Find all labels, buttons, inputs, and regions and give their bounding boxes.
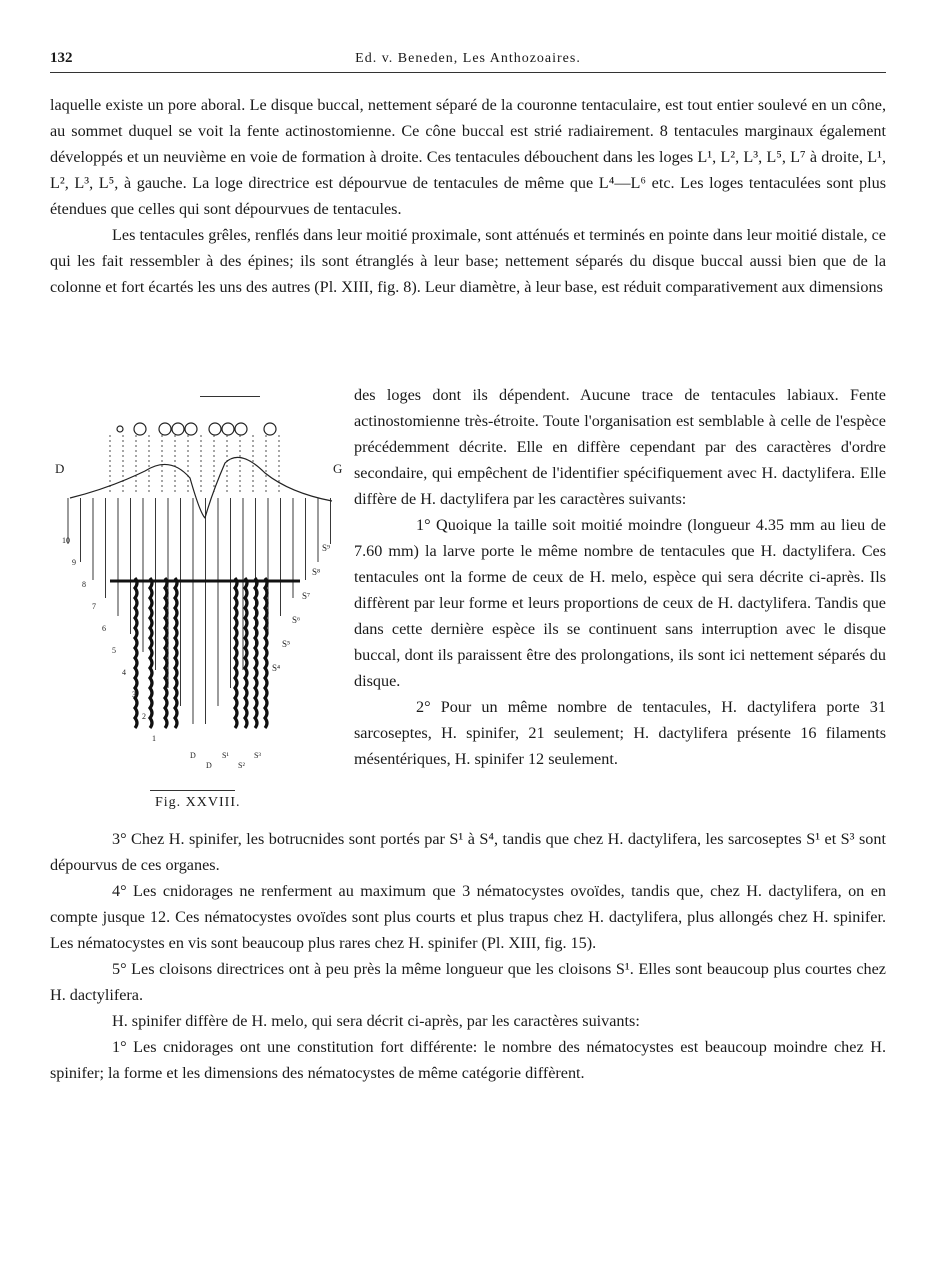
side-column (354, 382, 886, 772)
mesenteric-filament (150, 578, 152, 728)
tentacle-circle (264, 423, 276, 435)
body-bottom (50, 826, 886, 1086)
running-title: Ed. v. Beneden, Les Anthozoaires. (355, 51, 581, 66)
tentacle-circle (117, 426, 123, 432)
left-number: 2 (142, 712, 146, 721)
right-label: S⁹ (322, 543, 331, 553)
left-number: 8 (82, 580, 86, 589)
paragraph-7: 1° Les cnidorages ont une constitution fort différente: le nombre des nématocystes est beaucoup moindre chez H. spinifer; la forme et les dimensions des nématocystes de même catégorie diffèrent. (50, 1038, 886, 1082)
column-paragraph-2: 1° Quoique la taille soit moitié moindre (longueur 4.35 mm au lieu de 7.60 mm) la larve porte le même nombre de tentacules que H. dactylifera. Ces tentacules ont la forme de ceux de H. melo, espèce qui sera décrite ci-après. Ils diffèrent par leur forme et leurs proportions de ceux de H. dactylifera. Tandis que dans cette dernière espèce ils se continuent sans interruption avec le disque buccal, dont ils paraissent être des prolongations, ils sont ici nettement séparés du disque. (354, 516, 886, 690)
left-number: 3 (132, 690, 136, 699)
paragraph-3: 3° Chez H. spinifer, les botrucnides sont portés par S¹ à S⁴, tandis que chez H. dactylifera, les sarcoseptes S¹ et S³ sont dépourvus de ces organes. (50, 830, 886, 874)
label-right-g: G (333, 461, 343, 476)
mesenteric-filament (255, 578, 257, 728)
mesenteric-filament (175, 578, 177, 728)
tentacle-circle (159, 423, 171, 435)
label-left-d: D (55, 461, 65, 476)
figure-caption: Fig. XXVIII. (155, 795, 241, 810)
tentacle-circle (235, 423, 247, 435)
bottom-label: S¹ (222, 751, 229, 760)
paragraph-1: laquelle existe un pore aboral. Le disque buccal, nettement séparé de la couronne tentaculaire, est tout entier soulevé en un cône, au sommet duquel se voit la fente actinostomienne. Ce cône buccal est strié radiairement. 8 tentacules marginaux également développés et un neuvième en voie de formation à droite. Ces tentacules débouchent dans les loges L¹, L², L³, L⁵, L⁷ à droite, L¹, L², L³, L⁵, à gauche. La loge directrice est dépourvue de tentacules de même que L⁴—L⁶ etc. Les loges tentaculées sont plus étendues que celles qui sont dépourvues de tentacules. (50, 96, 886, 218)
page-number: 132 (50, 50, 73, 66)
figure-diagram (50, 393, 346, 793)
tentacle-circle (185, 423, 197, 435)
mesenteric-filament (235, 578, 237, 728)
left-number: 5 (112, 646, 116, 655)
mesenteric-filament (165, 578, 167, 728)
column-paragraph-1: des loges dont ils dépendent. Aucune trace de tentacules labiaux. Fente actinostomienne très-étroite. Toute l'organisation est semblable à celle de l'espèce précédemment décrite. Elle en diffère cependant par des caractères d'ordre secondaire, qui empêchent de l'identifier spécifiquement avec H. dactylifera. Elle diffère de H. dactylifera par les caractères suivants: (354, 386, 886, 508)
left-number: 1 (152, 734, 156, 743)
bottom-label: S³ (254, 751, 261, 760)
paragraph-2: Les tentacules grêles, renflés dans leur moitié proximale, sont atténués et terminés en pointe dans leur moitié distale, ce qui les fait ressembler à des épines; ils sont étranglés à leur base; nettement séparés du disque buccal aussi bien que de la colonne et fort écartés les uns des autres (Pl. XIII, fig. 8). Leur diamètre, à leur base, est réduit comparativement aux dimensions (50, 226, 886, 296)
bottom-label: S² (238, 761, 245, 770)
right-label: S⁵ (282, 639, 291, 649)
right-label: S⁴ (272, 663, 281, 673)
bottom-label: D (190, 751, 196, 760)
tentacle-circle (134, 423, 146, 435)
left-number: 9 (72, 558, 76, 567)
right-label: S⁶ (292, 615, 301, 625)
left-number: 7 (92, 602, 96, 611)
figure-xxviii (50, 393, 346, 823)
right-label: S⁷ (302, 591, 311, 601)
tentacle-circle (172, 423, 184, 435)
tentacle-circle (209, 423, 221, 435)
left-number: 6 (102, 624, 106, 633)
paragraph-5: 5° Les cloisons directrices ont à peu près la même longueur que les cloisons S¹. Elles sont beaucoup plus courtes chez H. dactylifera. (50, 960, 886, 1004)
left-number: 10 (62, 536, 70, 545)
paragraph-4: 4° Les cnidorages ne renferment au maximum que 3 nématocystes ovoïdes, tandis que, chez H. dactylifera, on en compte jusque 12. Ces nématocystes ovoïdes sont plus courts et plus trapus chez H. dactylifera, plus allongés chez H. spinifer. Les nématocystes en vis sont beaucoup plus rares chez H. spinifer (Pl. XIII, fig. 15). (50, 882, 886, 952)
left-number: 4 (122, 668, 126, 677)
tentacle-circle (222, 423, 234, 435)
bottom-label: D (206, 761, 212, 770)
column-paragraph-3: 2° Pour un même nombre de tentacules, H. dactylifera porte 31 sarcoseptes, H. spinifer, 21 seulement; H. dactylifera présente 16 filaments mésentériques, H. spinifer 12 seulement. (354, 698, 886, 768)
mesenteric-filament (135, 578, 137, 728)
mesenteric-filament (245, 578, 247, 728)
caption-rule (150, 790, 235, 791)
right-label: S⁸ (312, 567, 321, 577)
paragraph-6: H. spinifer diffère de H. melo, qui sera décrit ci-après, par les caractères suivants: (112, 1012, 640, 1030)
page-header (50, 50, 886, 73)
body-top (50, 92, 886, 300)
mesenteric-filament (265, 578, 267, 728)
